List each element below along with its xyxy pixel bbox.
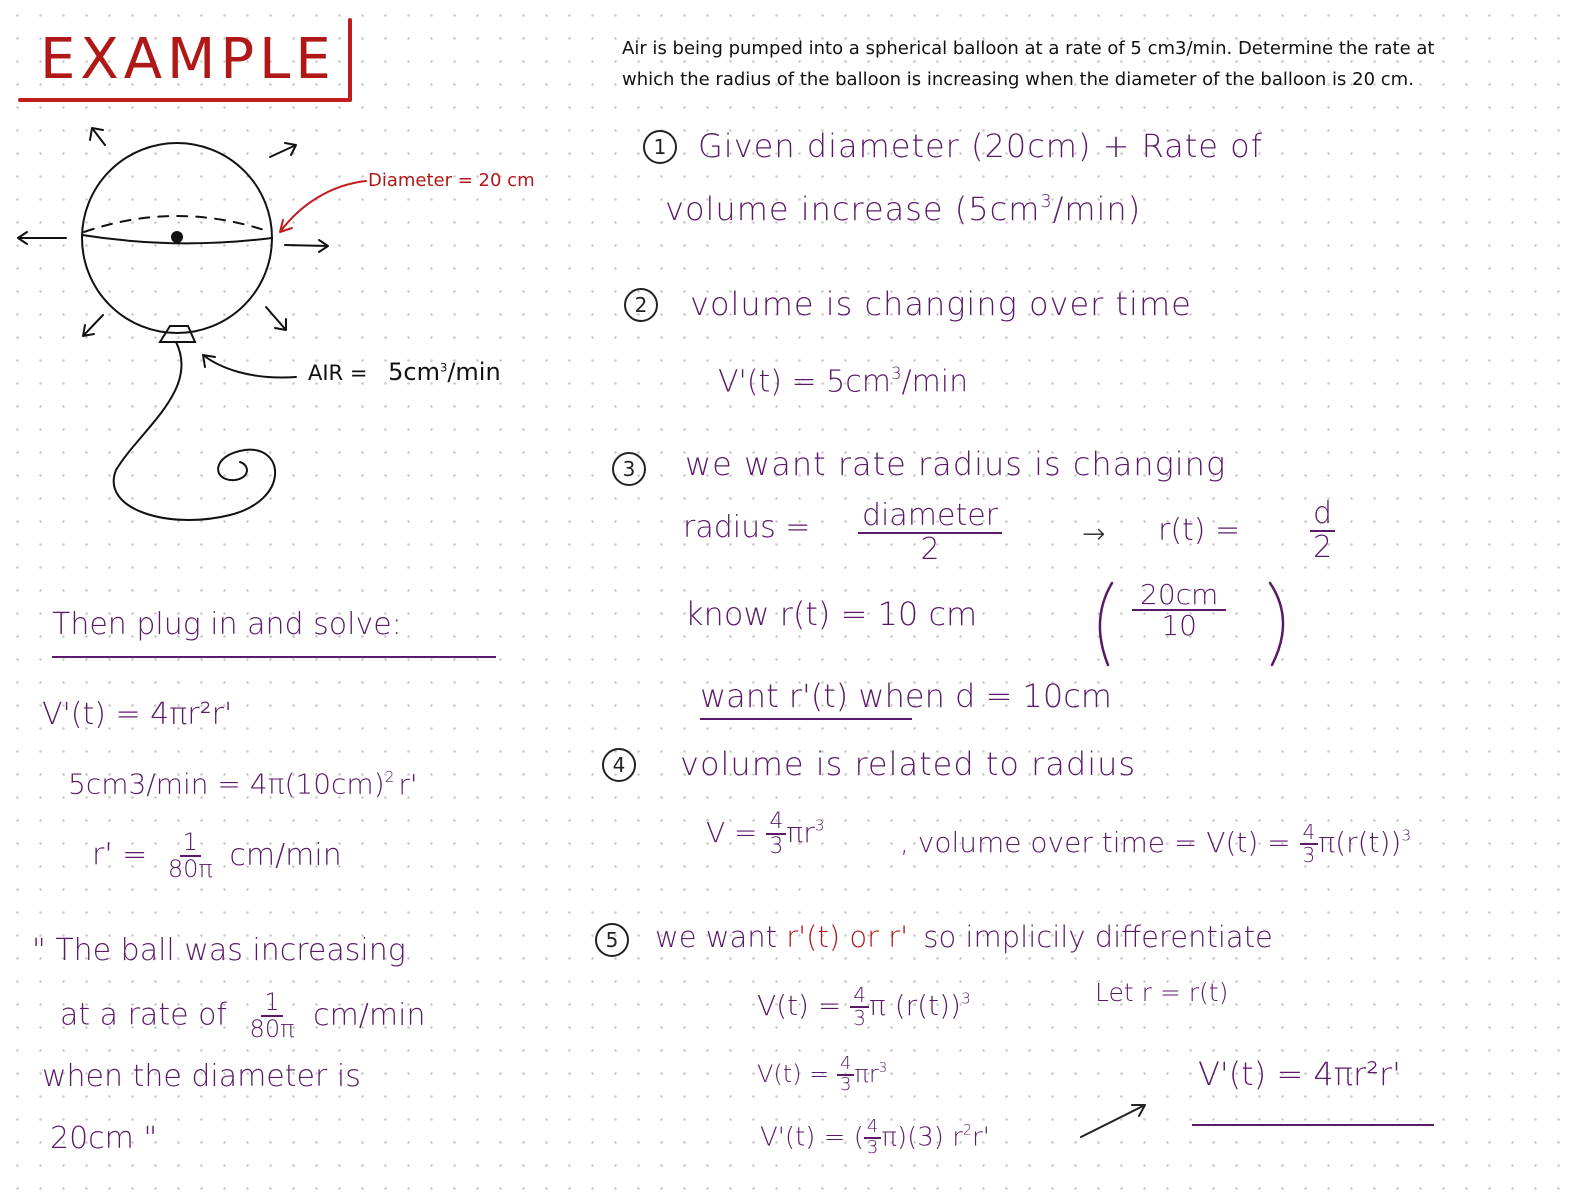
solve-heading-underline — [52, 656, 496, 658]
step-3-radius-label: radius = — [683, 510, 811, 545]
diameter-label: Diameter = 20 cm — [368, 170, 535, 191]
step-4-v-frac — [766, 810, 786, 858]
step-3-line-1: we want rate radius is changing — [685, 445, 1227, 483]
step-5-eq-1-den: 3 — [853, 1006, 866, 1030]
step-5-badge: 5 — [595, 923, 629, 957]
step-3-rt-num: d — [1310, 498, 1335, 532]
step-5-eq-2-frac — [837, 1055, 854, 1095]
result-arrow — [1075, 1095, 1165, 1145]
step-5-eq-2-b: πr — [854, 1059, 879, 1088]
arrow-up-right — [270, 143, 296, 157]
step-3-rt-frac — [1310, 498, 1335, 563]
balloon-equator-back — [84, 216, 270, 232]
air-label — [308, 360, 501, 384]
air-unit: /min — [447, 358, 501, 386]
page-title: EXAMPLE — [40, 27, 336, 92]
step-5-eq-3 — [760, 1118, 990, 1158]
step-5-eq-1-num: 4 — [850, 985, 869, 1008]
step-5-eq-3-b: π)(3) r — [881, 1122, 963, 1153]
step-1-line-2-b: /min) — [1052, 190, 1142, 228]
step-3-know-den: 10 — [1161, 609, 1197, 643]
left-eq-2 — [68, 767, 418, 801]
quote-line-3: when the diameter is — [42, 1059, 361, 1094]
title-frame — [0, 0, 400, 120]
step-1-line-2 — [665, 190, 1142, 228]
step-5-eq-2 — [757, 1055, 887, 1095]
step-2-badge: 2 — [624, 288, 658, 322]
step-4-over-num: 4 — [1300, 822, 1319, 845]
step-5-let: Let r = r(t) — [1095, 978, 1229, 1007]
step-4-line-1: volume is related to radius — [680, 745, 1137, 783]
step-1-line-2-a: volume increase (5cm — [665, 190, 1041, 228]
step-1-line-1: Given diameter (20cm) + Rate of — [698, 127, 1263, 165]
step-4-over-exp: 3 — [1401, 826, 1412, 845]
step-5-eq-2-den: 3 — [839, 1073, 852, 1095]
balloon-knot — [160, 326, 195, 342]
quote-rate-frac — [247, 990, 298, 1042]
step-5-line-1 — [655, 920, 1273, 954]
step-5-line-1-b: r'(t) or r' — [786, 920, 909, 954]
step-5-eq-3-a: V'(t) = ( — [760, 1122, 864, 1153]
step-4-over-text: , volume over time = V(t) = — [900, 826, 1291, 859]
step-3-radius-frac — [858, 500, 1002, 565]
balloon-string — [114, 342, 275, 520]
step-3-know-num: 20cm — [1132, 580, 1226, 611]
step-4-v-num: 4 — [766, 810, 786, 835]
step-5-eq-3-frac — [864, 1118, 881, 1158]
step-5-result-underline — [1192, 1124, 1434, 1126]
step-2-line-2 — [718, 364, 969, 400]
arrow-right — [285, 240, 328, 252]
step-3-radius-num: diameter — [858, 500, 1002, 534]
left-eq-3-num: 1 — [180, 830, 201, 857]
diameter-pointer — [280, 181, 366, 232]
step-2-line-2-b: /min — [901, 364, 969, 400]
quote-rate-num: 1 — [261, 990, 282, 1017]
arrow-down-right — [266, 307, 286, 330]
air-value: 5cm — [388, 358, 440, 386]
step-5-eq-3-den: 3 — [866, 1136, 879, 1158]
step-5-eq-2-a: V(t) = — [757, 1059, 830, 1088]
step-4-over-time — [900, 822, 1411, 866]
left-eq-3-frac — [165, 830, 216, 882]
step-5-eq-1-a: V(t) = — [757, 989, 842, 1022]
step-4-v-exp: 3 — [814, 816, 825, 835]
arrow-up-left — [90, 128, 105, 145]
step-3-radius-den: 2 — [920, 531, 940, 567]
step-4-badge: 4 — [602, 748, 636, 782]
balloon-center-dot — [171, 231, 183, 243]
step-4-v-lhs: V = — [706, 816, 758, 850]
arrow-down-left — [83, 315, 103, 336]
step-3-want: want r'(t) when d = 10cm — [700, 677, 1112, 715]
quote-rate-den: 80π — [249, 1015, 295, 1044]
arrow-left — [18, 232, 66, 244]
step-2-line-2-exp: 3 — [890, 364, 902, 383]
quote-line-1: " The ball was increasing — [32, 933, 406, 968]
step-5-result: V'(t) = 4πr²r' — [1198, 1055, 1401, 1093]
step-3-want-underline — [700, 718, 912, 720]
step-5-line-1-c: so implicily differentiate — [923, 920, 1273, 954]
solve-heading: Then plug in and solve: — [52, 607, 402, 642]
step-3-know-frac — [1132, 580, 1226, 641]
step-5-eq-3-c: r' — [972, 1122, 990, 1153]
air-label-text: AIR = — [308, 361, 368, 385]
left-eq-3-unit: cm/min — [229, 837, 342, 873]
step-4-v-tail: πr — [786, 816, 815, 850]
air-pointer — [203, 355, 296, 377]
step-4-v-den: 3 — [769, 834, 784, 860]
step-5-eq-1-frac — [850, 985, 869, 1029]
step-5-eq-1-exp: 3 — [960, 989, 971, 1008]
left-eq-3-den: 80π — [167, 855, 213, 884]
left-eq-2-exp: 2 — [384, 768, 395, 786]
problem-line-1: Air is being pumped into a spherical balloon at a rate of 5 cm3/min. Determine the rate at — [622, 38, 1435, 59]
left-eq-3 — [92, 830, 342, 882]
step-5-eq-1 — [757, 985, 971, 1029]
problem-line-2: which the radius of the balloon is increasing when the diameter of the balloon is 20 cm. — [622, 69, 1414, 90]
left-eq-2-tail: r' — [398, 767, 418, 801]
step-3-rt-den: 2 — [1313, 529, 1333, 565]
step-3-badge: 3 — [612, 452, 646, 486]
step-2-line-1: volume is changing over time — [690, 285, 1192, 323]
step-4-over-den: 3 — [1302, 843, 1316, 867]
step-3-rt-label: r(t) = — [1158, 513, 1241, 548]
step-3-arrow: → — [1082, 517, 1106, 550]
step-3-know: know r(t) = 10 cm — [685, 595, 978, 633]
quote-rate-unit: cm/min — [313, 997, 426, 1033]
step-5-eq-3-num: 4 — [864, 1118, 881, 1139]
quote-line-2 — [60, 990, 426, 1042]
step-5-eq-2-num: 4 — [837, 1055, 854, 1076]
step-4-over-frac — [1300, 822, 1319, 866]
left-eq-3-lhs: r' = — [92, 837, 148, 873]
quote-line-4: 20cm " — [50, 1121, 158, 1156]
step-4-over-tail: π(r(t)) — [1318, 826, 1402, 859]
step-4-volume-formula — [706, 810, 825, 858]
step-5-eq-3-exp: 2 — [962, 1122, 973, 1139]
left-eq-2-main: 5cm3/min = 4π(10cm) — [68, 767, 385, 801]
left-eq-1: V'(t) = 4πr²r' — [42, 697, 233, 732]
step-1-badge: 1 — [643, 130, 677, 164]
step-5-eq-1-b: π (r(t)) — [868, 989, 961, 1022]
air-exp: 3 — [439, 360, 448, 375]
quote-line-2-text: at a rate of — [60, 997, 227, 1033]
step-5-line-1-a: we want — [655, 920, 778, 954]
step-5-eq-2-exp: 3 — [878, 1061, 888, 1076]
step-2-line-2-a: V'(t) = 5cm — [718, 364, 891, 400]
step-1-line-2-exp: 3 — [1040, 191, 1053, 212]
